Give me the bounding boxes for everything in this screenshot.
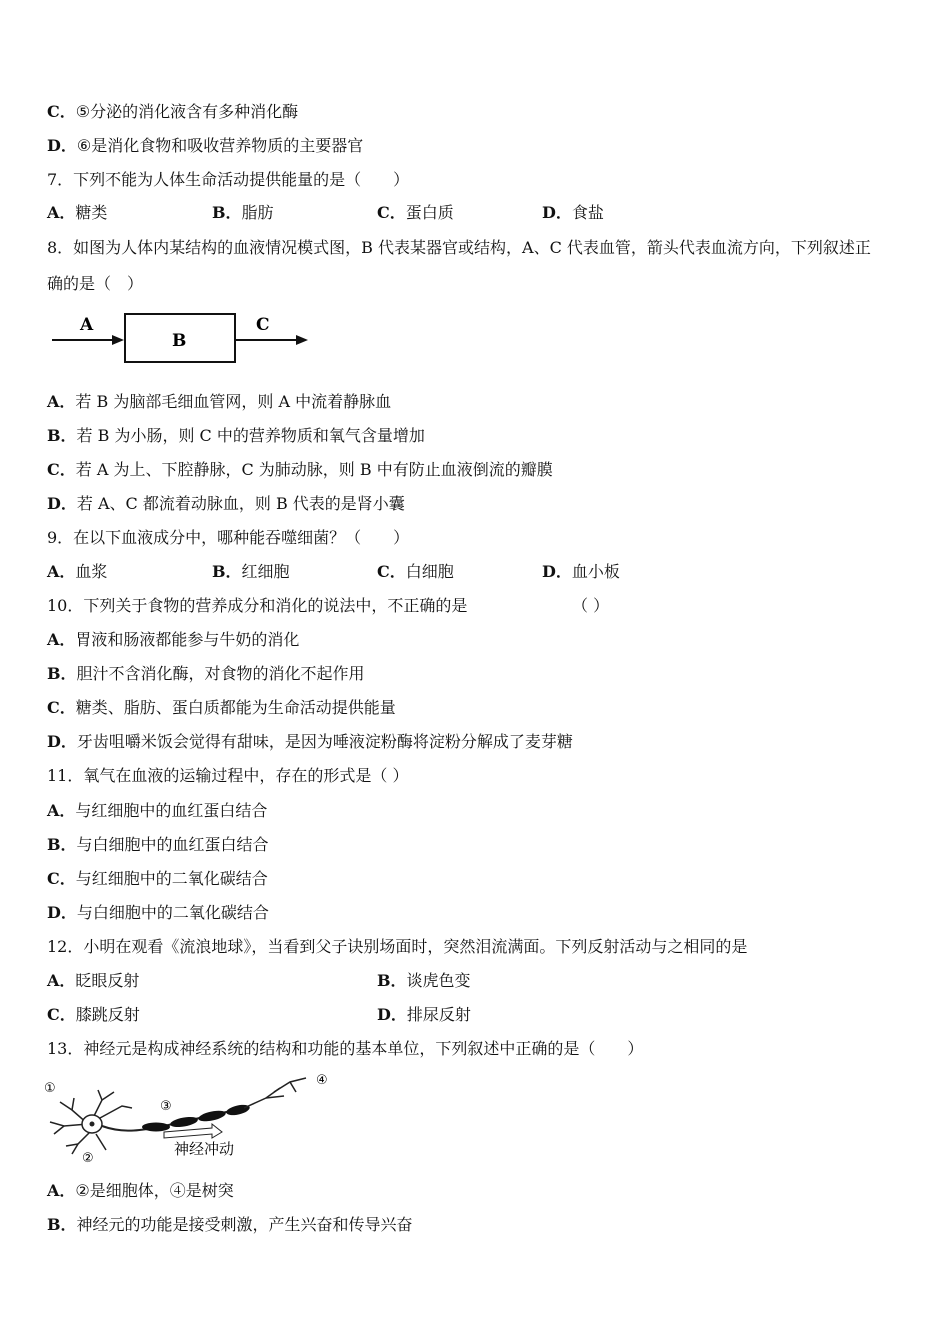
label-1: ① <box>44 1081 56 1096</box>
q9-stem: 9．在以下血液成分中，哪种能吞噬细菌？（ ） <box>47 528 410 547</box>
q10-option-d: D．牙齿咀嚼米饭会觉得有甜味，是因为唾液淀粉酶将淀粉分解成了麦芽糖 <box>47 732 573 751</box>
q7-option-a: A．糖类 <box>47 203 108 222</box>
q12-option-a: A．眨眼反射 <box>47 971 140 990</box>
q9-option-d: D．血小板 <box>542 562 620 581</box>
nucleus <box>90 1122 95 1127</box>
q7-option-c: C．蛋白质 <box>377 203 454 222</box>
q7-option-b: B．脂肪 <box>212 203 274 222</box>
myelin-sheath <box>142 1103 251 1132</box>
arrow-c-icon <box>296 335 308 345</box>
label-2: ② <box>82 1151 94 1166</box>
label-3: ③ <box>160 1099 172 1114</box>
q10-option-b: B．胆汁不含消化酶，对食物的消化不起作用 <box>47 664 365 683</box>
q10-option-a: A．胃液和肠液都能参与牛奶的消化 <box>47 630 300 649</box>
nerve-impulse-caption: 神经冲动 <box>174 1140 235 1158</box>
q12-option-b: B．谈虎色变 <box>377 971 471 990</box>
blood-flow-diagram <box>50 310 312 366</box>
q6-option-c: C．⑤分泌的消化液含有多种消化酶 <box>47 102 299 121</box>
q8-option-b: B．若 B 为小肠，则 C 中的营养物质和氧气含量增加 <box>47 426 425 445</box>
label-c: C <box>256 315 270 335</box>
q13-option-b: B．神经元的功能是接受刺激，产生兴奋和传导兴奋 <box>47 1215 413 1234</box>
q12-option-d: D．排尿反射 <box>377 1005 471 1024</box>
q10-option-c: C．糖类、脂肪、蛋白质都能为生命活动提供能量 <box>47 698 396 717</box>
neuron-diagram <box>44 1070 344 1166</box>
q11-option-b: B．与白细胞中的血红蛋白结合 <box>47 835 269 854</box>
q13-stem: 13．神经元是构成神经系统的结构和功能的基本单位，下列叙述中正确的是（ ） <box>47 1039 644 1058</box>
label-a: A <box>80 315 94 335</box>
q12-stem: 12．小明在观看《流浪地球》，当看到父子诀别场面时，突然泪流满面。下列反射活动与之相同的是 <box>47 937 748 956</box>
q11-stem: 11．氧气在血液的运输过程中，存在的形式是（ ） <box>47 766 409 785</box>
q9-option-b: B．红细胞 <box>212 562 290 581</box>
q8-stem-line2: 确的是（ ） <box>47 274 144 293</box>
q7-option-d: D．食盐 <box>542 203 604 222</box>
q9-option-c: C．白细胞 <box>377 562 454 581</box>
q11-option-c: C．与红细胞中的二氧化碳结合 <box>47 869 268 888</box>
q11-option-a: A．与红细胞中的血红蛋白结合 <box>47 801 268 820</box>
q11-option-d: D．与白细胞中的二氧化碳结合 <box>47 903 269 922</box>
q8-stem-line1: 8．如图为人体内某结构的血液情况模式图，B 代表某器官或结构，A、C 代表血管，箭头代表血流方向，下列叙述正 <box>47 238 871 257</box>
q6-option-d: D．⑥是消化食物和吸收营养物质的主要器官 <box>47 136 364 155</box>
label-4: ④ <box>316 1073 328 1088</box>
axon-terminals <box>244 1078 306 1108</box>
q9-option-a: A．血浆 <box>47 562 108 581</box>
q10-paren: （ ） <box>572 596 610 615</box>
q13-option-a: A．②是细胞体，④是树突 <box>47 1181 234 1200</box>
q8-option-a: A．若 B 为脑部毛细血管网，则 A 中流着静脉血 <box>47 392 392 411</box>
q12-option-c: C．膝跳反射 <box>47 1005 140 1024</box>
q8-option-c: C．若 A 为上、下腔静脉，C 为肺动脉，则 B 中有防止血液倒流的瓣膜 <box>47 460 553 479</box>
label-b: B <box>172 331 187 351</box>
q10-stem: 10．下列关于食物的营养成分和消化的说法中，不正确的是 <box>47 596 468 615</box>
q8-option-d: D．若 A、C 都流着动脉血，则 B 代表的是肾小囊 <box>47 494 405 513</box>
q7-stem: 7．下列不能为人体生命活动提供能量的是（ ） <box>47 170 410 189</box>
arrow-a-icon <box>112 335 124 345</box>
